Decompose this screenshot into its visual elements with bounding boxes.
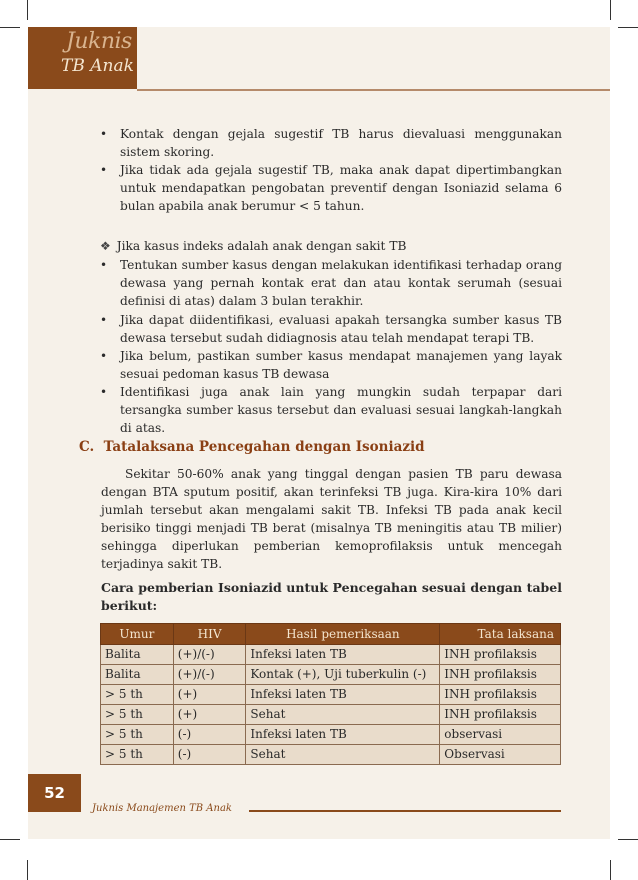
- table-cell: (-): [173, 745, 246, 765]
- footer-rule: [249, 810, 561, 812]
- list-item-text: Kontak dengan gejala sugestif TB harus dievaluasi menggunakan sistem skoring.: [120, 127, 562, 159]
- table-cell: (+): [173, 685, 246, 705]
- table-cell: Infeksi laten TB: [246, 685, 440, 705]
- table-cell: Sehat: [246, 705, 440, 725]
- table-cell: (+): [173, 705, 246, 725]
- crop-mark: [618, 27, 638, 28]
- table-cell: Infeksi laten TB: [246, 725, 440, 745]
- list-item-text: Jika tidak ada gejala sugestif TB, maka anak dapat dipertimbangkan untuk mendapatkan pengobatan preventif dengan Isoniazid selama 6 bulan apabila anak berumur < 5 tahun.: [120, 163, 562, 213]
- table-cell: (-): [173, 725, 246, 745]
- list-item-text: Jika dapat diidentifikasi, evaluasi apakah tersangka sumber kasus TB dewasa tersebut sudah didiagnosis atau telah mendapat terapi TB.: [120, 313, 562, 345]
- section-title: C. Tatalaksana Pencegahan dengan Isoniazid: [79, 439, 425, 455]
- list-item: [100, 161, 562, 215]
- crop-mark: [0, 839, 20, 840]
- table-row: [101, 725, 561, 745]
- bullet-icon: •: [100, 258, 108, 272]
- header-badge: [28, 27, 137, 89]
- crop-mark: [618, 839, 638, 840]
- table-cell: INH profilaksis: [440, 665, 561, 685]
- table-row: [101, 685, 561, 705]
- header-rule: [137, 89, 610, 91]
- list-item: [100, 311, 562, 347]
- table-cell: INH profilaksis: [440, 645, 561, 665]
- list-item: [100, 125, 562, 161]
- table-row: [101, 745, 561, 765]
- crop-mark: [27, 0, 28, 20]
- list-item-text: Identifikasi juga anak lain yang mungkin sudah terpapar dari tersangka sumber kasus tersebut dan evaluasi sesuai langkah-langkah di atas.: [120, 385, 562, 435]
- table-cell: Observasi: [440, 745, 561, 765]
- list-item: [100, 383, 562, 437]
- table-row: [101, 705, 561, 725]
- crop-mark: [0, 27, 20, 28]
- table-cell: INH profilaksis: [440, 705, 561, 725]
- table-cell: Balita: [101, 645, 174, 665]
- table-cell: > 5 th: [101, 745, 174, 765]
- crop-mark: [610, 0, 611, 20]
- table-cell: > 5 th: [101, 725, 174, 745]
- bullet-icon: •: [100, 349, 108, 363]
- footer-title: Juknis Manajemen TB Anak: [92, 803, 232, 814]
- table-cell: Balita: [101, 665, 174, 685]
- table-header-row: [101, 624, 561, 645]
- table-cell: INH profilaksis: [440, 685, 561, 705]
- page-number: 52: [28, 774, 81, 812]
- table-cell: (+)/(-): [173, 665, 246, 685]
- table-cell: (+)/(-): [173, 645, 246, 665]
- table-cell: Sehat: [246, 745, 440, 765]
- bullet-icon: •: [100, 163, 108, 177]
- document-page: [28, 27, 610, 839]
- column-header: Umur: [101, 624, 174, 645]
- table-cell: > 5 th: [101, 705, 174, 725]
- section-paragraph: Sekitar 50-60% anak yang tinggal dengan pasien TB paru dewasa dengan BTA sputum positif, akan terinfeksi TB juga. Kira-kira 10% dari jumlah tersebut akan mengalami sakit TB. Infeksi TB pada anak kecil berisiko tinggi menjadi TB berat (misalnya TB meningitis atau TB milier) sehingga diperlukan pemberian kemoprofilaksis untuk mencegah terjadinya sakit TB.: [101, 467, 562, 571]
- table-cell: Infeksi laten TB: [246, 645, 440, 665]
- header-script-title: Juknis: [66, 29, 132, 54]
- table-row: [101, 645, 561, 665]
- table-cell: Kontak (+), Uji tuberkulin (-): [246, 665, 440, 685]
- bullet-icon: •: [100, 313, 108, 327]
- bullet-icon: •: [100, 127, 108, 141]
- crop-mark: [27, 860, 28, 880]
- column-header: HIV: [173, 624, 246, 645]
- list-item: [100, 237, 406, 255]
- list-item: [100, 256, 562, 310]
- inh-table: [100, 623, 561, 765]
- table-cell: observasi: [440, 725, 561, 745]
- list-item-text: Jika belum, pastikan sumber kasus mendapat manajemen yang layak sesuai pedoman kasus TB dewasa: [120, 349, 562, 381]
- table-row: [101, 665, 561, 685]
- crop-mark: [610, 860, 611, 880]
- column-header: Hasil pemeriksaan: [246, 624, 440, 645]
- list-item: [100, 347, 562, 383]
- bullet-icon: •: [100, 385, 108, 399]
- list-item-text: Tentukan sumber kasus dengan melakukan identifikasi terhadap orang dewasa yang pernah kontak erat dan atau kontak serumah (sesuai definisi di atas) dalam 3 bulan terakhir.: [120, 258, 562, 308]
- header-subtitle: TB Anak: [61, 56, 134, 76]
- table-intro: Cara pemberian Isoniazid untuk Pencegahan sesuai dengan tabel berikut:: [101, 580, 562, 613]
- column-header: Tata laksana: [440, 624, 561, 645]
- list-item-text: Jika kasus indeks adalah anak dengan sakit TB: [116, 239, 407, 253]
- table-cell: > 5 th: [101, 685, 174, 705]
- diamond-bullet-icon: ❖: [100, 239, 111, 253]
